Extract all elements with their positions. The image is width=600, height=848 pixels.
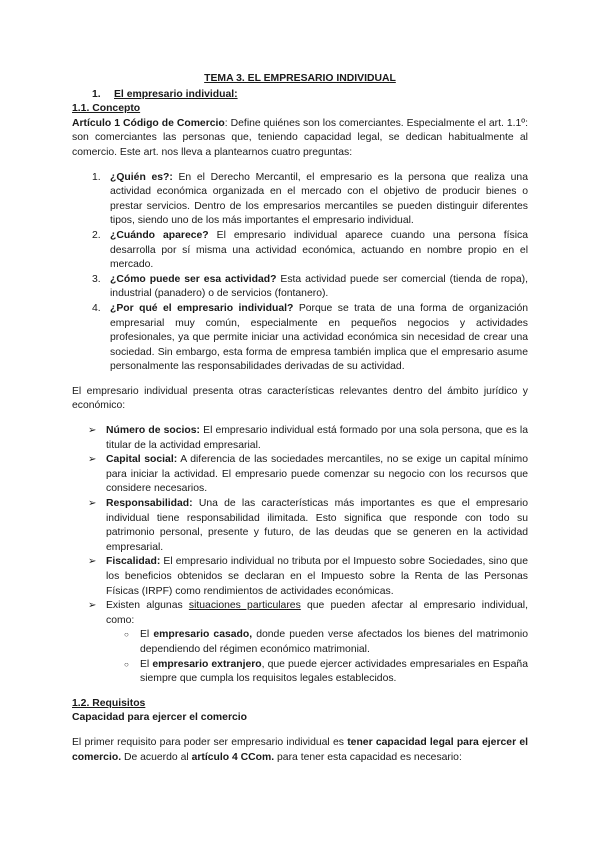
question-number: 3.	[92, 273, 101, 285]
questions-list	[72, 171, 528, 375]
features-list	[72, 424, 528, 687]
question-number: 2.	[92, 229, 101, 241]
arrow-bullet-icon: ➢	[88, 600, 97, 612]
list-item	[88, 497, 528, 555]
sub-text: donde pueden verse afectados los bienes del matrimonio dependiendo del régimen económico matrimonial.	[140, 629, 528, 655]
circle-bullet-icon: ○	[124, 630, 129, 640]
question-number: 1.	[92, 171, 101, 183]
heading-1-text: El empresario individual:	[114, 88, 238, 100]
requirements-paragraph	[72, 736, 528, 765]
paragraph-text: El primer requisito para poder ser empresario individual es	[72, 736, 348, 748]
list-item	[92, 229, 528, 273]
feature-text: que pueden afectar al empresario individual, como:	[106, 600, 528, 626]
question-text: En el Derecho Mercantil, el empresario es la persona que realiza una actividad económica organizada en el mercado con el objetivo de producir bienes o prestar servicios. Dentro de los empresarios mercantiles se pueden distinguir diferentes tipos, siendo uno de los más importantes el empresario individual.	[110, 171, 528, 227]
feature-text: El empresario individual está formado por una sola persona, que es la titular de la actividad empresarial.	[106, 425, 528, 451]
paragraph-bold: tener capacidad legal para ejercer el comercio.	[72, 736, 529, 763]
arrow-bullet-icon: ➢	[88, 498, 97, 510]
sub-label: empresario casado,	[153, 629, 253, 641]
feature-underlined: situaciones particulares	[188, 600, 301, 612]
arrow-bullet-icon: ➢	[88, 454, 97, 466]
sub-text: El	[140, 629, 154, 641]
question-label: ¿Cuándo aparece?	[110, 229, 209, 241]
article-1-text: : Define quiénes son los comerciantes. Especialmente el art. 1.1º: son comerciantes las personas que, teniendo capacidad legal, se dedican habitualmente al comercio. Este art. nos lleva a plantearnos cuatro preguntas:	[72, 117, 528, 158]
circle-bullet-icon: ○	[124, 659, 129, 669]
article-1-label: Artículo 1 Código de Comercio	[72, 117, 225, 129]
list-item	[92, 302, 528, 375]
heading-1-number: 1.	[92, 88, 101, 100]
question-label: ¿Quién es?:	[110, 171, 173, 183]
arrow-bullet-icon: ➢	[88, 425, 97, 437]
question-text: El empresario individual aparece cuando una persona física desarrolla por sí misma una actividad económica, actuando en nombre propio en el mercado.	[110, 229, 528, 271]
feature-label: Responsabilidad:	[106, 498, 193, 510]
feature-label: Capital social:	[106, 454, 178, 466]
feature-label: Fiscalidad:	[106, 556, 161, 568]
list-item	[88, 453, 528, 497]
feature-label: Número de socios:	[106, 425, 201, 437]
question-label: ¿Por qué el empresario individual?	[110, 302, 294, 314]
arrow-bullet-icon: ➢	[88, 556, 97, 568]
list-item	[92, 171, 528, 229]
sub-text: El	[140, 658, 153, 670]
paragraph-text: para tener esta capacidad es necesario:	[274, 751, 462, 763]
feature-text: A diferencia de las sociedades mercantiles, no se exige un capital mínimo para iniciar la actividad. El empresario puede comenzar su negocio con los recursos que considere necesarios.	[106, 454, 528, 495]
question-text: Esta actividad puede ser comercial (tienda de ropa), industrial (panadero) o de servicios (fontanero).	[110, 273, 528, 300]
feature-text: Una de las características más importantes es que el empresario individual tiene responsabilidad ilimitada. Esto significa que responde con todo su patrimonio personal, presente y futuro, de las deudas que se generen en la actividad empresarial.	[106, 498, 528, 553]
question-number: 4.	[92, 302, 101, 314]
situations-sublist	[106, 628, 528, 686]
list-item	[124, 658, 528, 687]
list-item	[124, 628, 528, 657]
sub-text: , que puede ejercer actividades empresariales en España siempre que cumpla los requisitos legales establecidos.	[140, 658, 528, 685]
list-item	[88, 555, 528, 599]
document-title: TEMA 3. EL EMPRESARIO INDIVIDUAL	[204, 73, 396, 84]
question-text: Porque se trata de una forma de organización empresarial muy común, especialmente en pequeños negocios y actividades profesionales, ya que permite iniciar una actividad económica sin necesidad de crear una sociedad. Sin embargo, esta forma de empresa también implica que el empresario asume personalmente las responsabilidades derivadas de su actividad.	[110, 302, 529, 373]
question-label: ¿Cómo puede ser esa actividad?	[110, 273, 277, 285]
list-item	[88, 424, 528, 453]
characteristics-intro: El empresario individual presenta otras características relevantes dentro del ámbito jurídico y económico:	[72, 385, 528, 412]
paragraph-text: De acuerdo al	[121, 751, 192, 763]
section-1-1-title: 1.1. Concepto	[72, 103, 141, 115]
section-1-2-title: 1.2. Requisitos	[72, 697, 146, 709]
list-item	[88, 599, 528, 687]
paragraph-bold: artículo 4 CCom.	[191, 751, 275, 763]
feature-text: El empresario individual no tributa por el Impuesto sobre Sociedades, sino que los beneficios obtenidos se declaran en el Impuesto sobre la Renta de las Personas Físicas (IRPF) como rendimientos de actividades económicas.	[106, 556, 528, 597]
article-1-paragraph	[72, 117, 528, 161]
feature-text: Existen algunas	[106, 600, 189, 612]
sub-label: empresario extranjero	[152, 658, 262, 670]
heading-1	[92, 88, 528, 103]
list-item	[92, 273, 528, 302]
capacity-subtitle: Capacidad para ejercer el comercio	[72, 712, 247, 724]
